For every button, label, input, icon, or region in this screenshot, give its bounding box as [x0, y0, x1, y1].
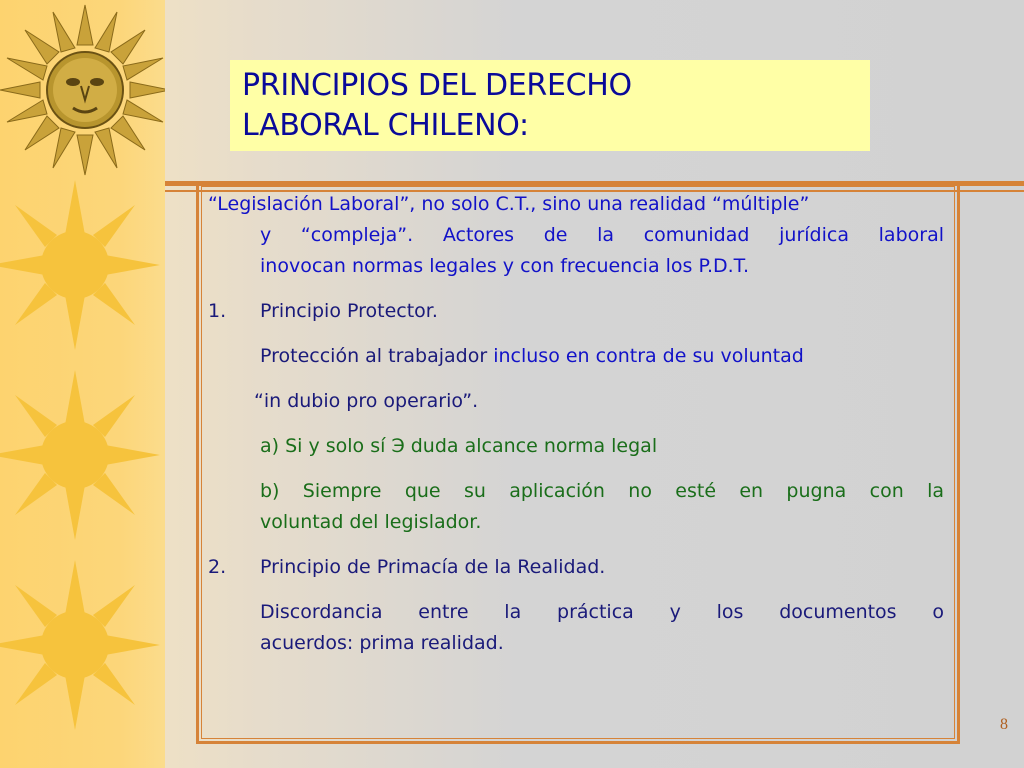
item1-description [208, 341, 944, 372]
list-item-title: Principio de Primacía de la Realidad. [260, 556, 606, 578]
sun-icon [0, 560, 160, 730]
item1-sub-b [208, 476, 944, 538]
item1-sub-a [208, 431, 944, 462]
decorative-sidebar [0, 0, 165, 768]
list-item-number: 2. [208, 556, 227, 578]
sun-decorations [0, 0, 165, 768]
title-line-2: LABORAL CHILENO: [242, 108, 529, 143]
item2-desc-line-2: acuerdos: prima realidad. [260, 632, 504, 654]
intro-line-2: y “compleja”. Actores de la comunidad jurídica laboral [260, 224, 944, 246]
item2-desc-line-1: Discordancia entre la práctica y los documentos o [260, 601, 944, 623]
item1-sub-b-line-1: b) Siempre que su aplicación no esté en pugna con la [260, 480, 944, 502]
slide-body [208, 189, 944, 673]
sun-icon [0, 180, 160, 350]
list-item-1 [208, 296, 944, 327]
item1-sub-b-line-2: voluntad del legislador. [260, 511, 482, 533]
item1-quote-text: “in dubio pro operario”. [254, 390, 479, 412]
sun-face-icon [0, 5, 165, 175]
sun-icon [0, 370, 160, 540]
title-line-1: PRINCIPIOS DEL DERECHO [242, 68, 632, 103]
list-item-title: Principio Protector. [260, 300, 438, 322]
item2-description [208, 597, 944, 659]
slide-title [230, 60, 870, 151]
item1-desc-a: Protección al trabajador [260, 345, 488, 367]
item1-desc-b: incluso en contra de su voluntad [493, 345, 804, 367]
intro-line-3: inovocan normas legales y con frecuencia los P.D.T. [260, 255, 750, 277]
list-item-2 [208, 552, 944, 583]
page-number: 8 [1000, 716, 1008, 733]
item1-quote [208, 386, 944, 417]
item1-sub-a-text: a) Si y solo sí Э duda alcance norma legal [260, 435, 658, 457]
intro-line-1: “Legislación Laboral”, no solo C.T., sino una realidad “múltiple” [208, 193, 810, 215]
list-item-number: 1. [208, 300, 227, 322]
intro-paragraph [208, 189, 944, 282]
